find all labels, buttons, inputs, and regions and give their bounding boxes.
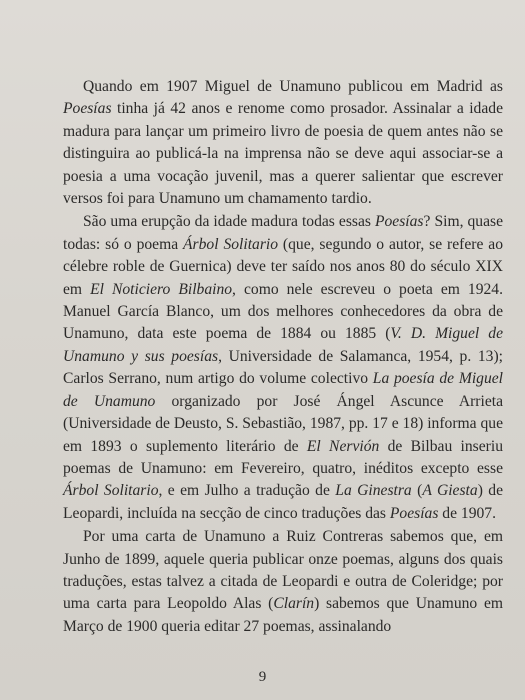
body-text (63, 76, 503, 638)
text-run: ? Sim, quase todas: só o poema (63, 213, 504, 253)
italic-title-text: Poesías (63, 100, 112, 118)
text-run: São uma erupção da idade madura todas essas (83, 213, 375, 231)
paragraph (63, 526, 503, 638)
italic-title-text: El Nervión (306, 437, 380, 455)
italic-title-text: La poesía de Miguel de Unamuno (63, 370, 503, 410)
italic-title-text: Árbol Solitario (63, 482, 159, 500)
text-run: , Universidade de Salamanca, 1954, p. 13); Carlos Serrano, num artigo do volume colectivo (63, 347, 504, 388)
text-run: de 1907. (438, 504, 497, 522)
text-run: ) de Leopardi, incluída na secção de cinco traduções das (63, 482, 503, 522)
text-run: tinha já 42 anos e renome como prosador. Assinalar a idade madura para lançar um primeiro livro de poesia de quem antes não se distinguira ao publicá-la na imprensa não se deve aqui associar-se a poesia a uma vocação juvenil, mas a querer salientar que escrever versos foi para Unamuno um chamamento tardio. (63, 100, 503, 208)
text-run: de Bilbau inseriu poemas de Unamuno: em Fevereiro, quatro, inéditos excepto esse (63, 437, 503, 477)
text-run: Por uma carta de Unamuno a Ruiz Contreras sabemos que, em Junho de 1899, aquele queria publicar onze poemas, alguns dos quais traduções, estas talvez a citada de Leopardi e outra de Coleridge; por uma carta para Leopoldo Alas ( (63, 528, 503, 613)
italic-title-text: A Giesta (422, 482, 478, 500)
text-run: ( (411, 482, 423, 500)
italic-title-text: El Noticiero Bilbaino (90, 280, 233, 298)
text-run: organizado por José Ángel Ascunce Arrieta (Universidade de Deusto, S. Sebastião, 1987, pp. 17 e 18) informa que em 1893 o suplemento literário de (63, 392, 503, 455)
italic-title-text: Árbol Solitario (183, 235, 279, 253)
italic-title-text: V. D. Miguel de Unamuno y sus poesías (63, 325, 503, 365)
page-number: 9 (258, 669, 267, 685)
text-run: , e em Julho a tradução de (158, 482, 336, 500)
italic-title-text: La Ginestra (335, 482, 412, 500)
italic-title-text: Clarín (273, 595, 315, 613)
italic-title-text: Poesías (389, 504, 439, 522)
paragraph (63, 76, 503, 210)
text-run: , como nele escreveu o poeta em 1924. Manuel García Blanco, um dos melhores conhecedores da obra de Unamuno, data este poema de 1884 ou 1885 ( (63, 280, 504, 343)
text-run: Quando em 1907 Miguel de Unamuno publicou em Madrid as (83, 78, 503, 95)
italic-title-text: Poesías (374, 213, 424, 231)
text-run: (que, segundo o autor, se refere ao célebre roble de Guernica) deve ter saído nos anos 80 do século XIX em (63, 235, 503, 298)
text-run: ) sabemos que Unamuno em Março de 1900 queria editar 27 poemas, assinalando (63, 595, 503, 635)
paragraph (63, 211, 503, 525)
